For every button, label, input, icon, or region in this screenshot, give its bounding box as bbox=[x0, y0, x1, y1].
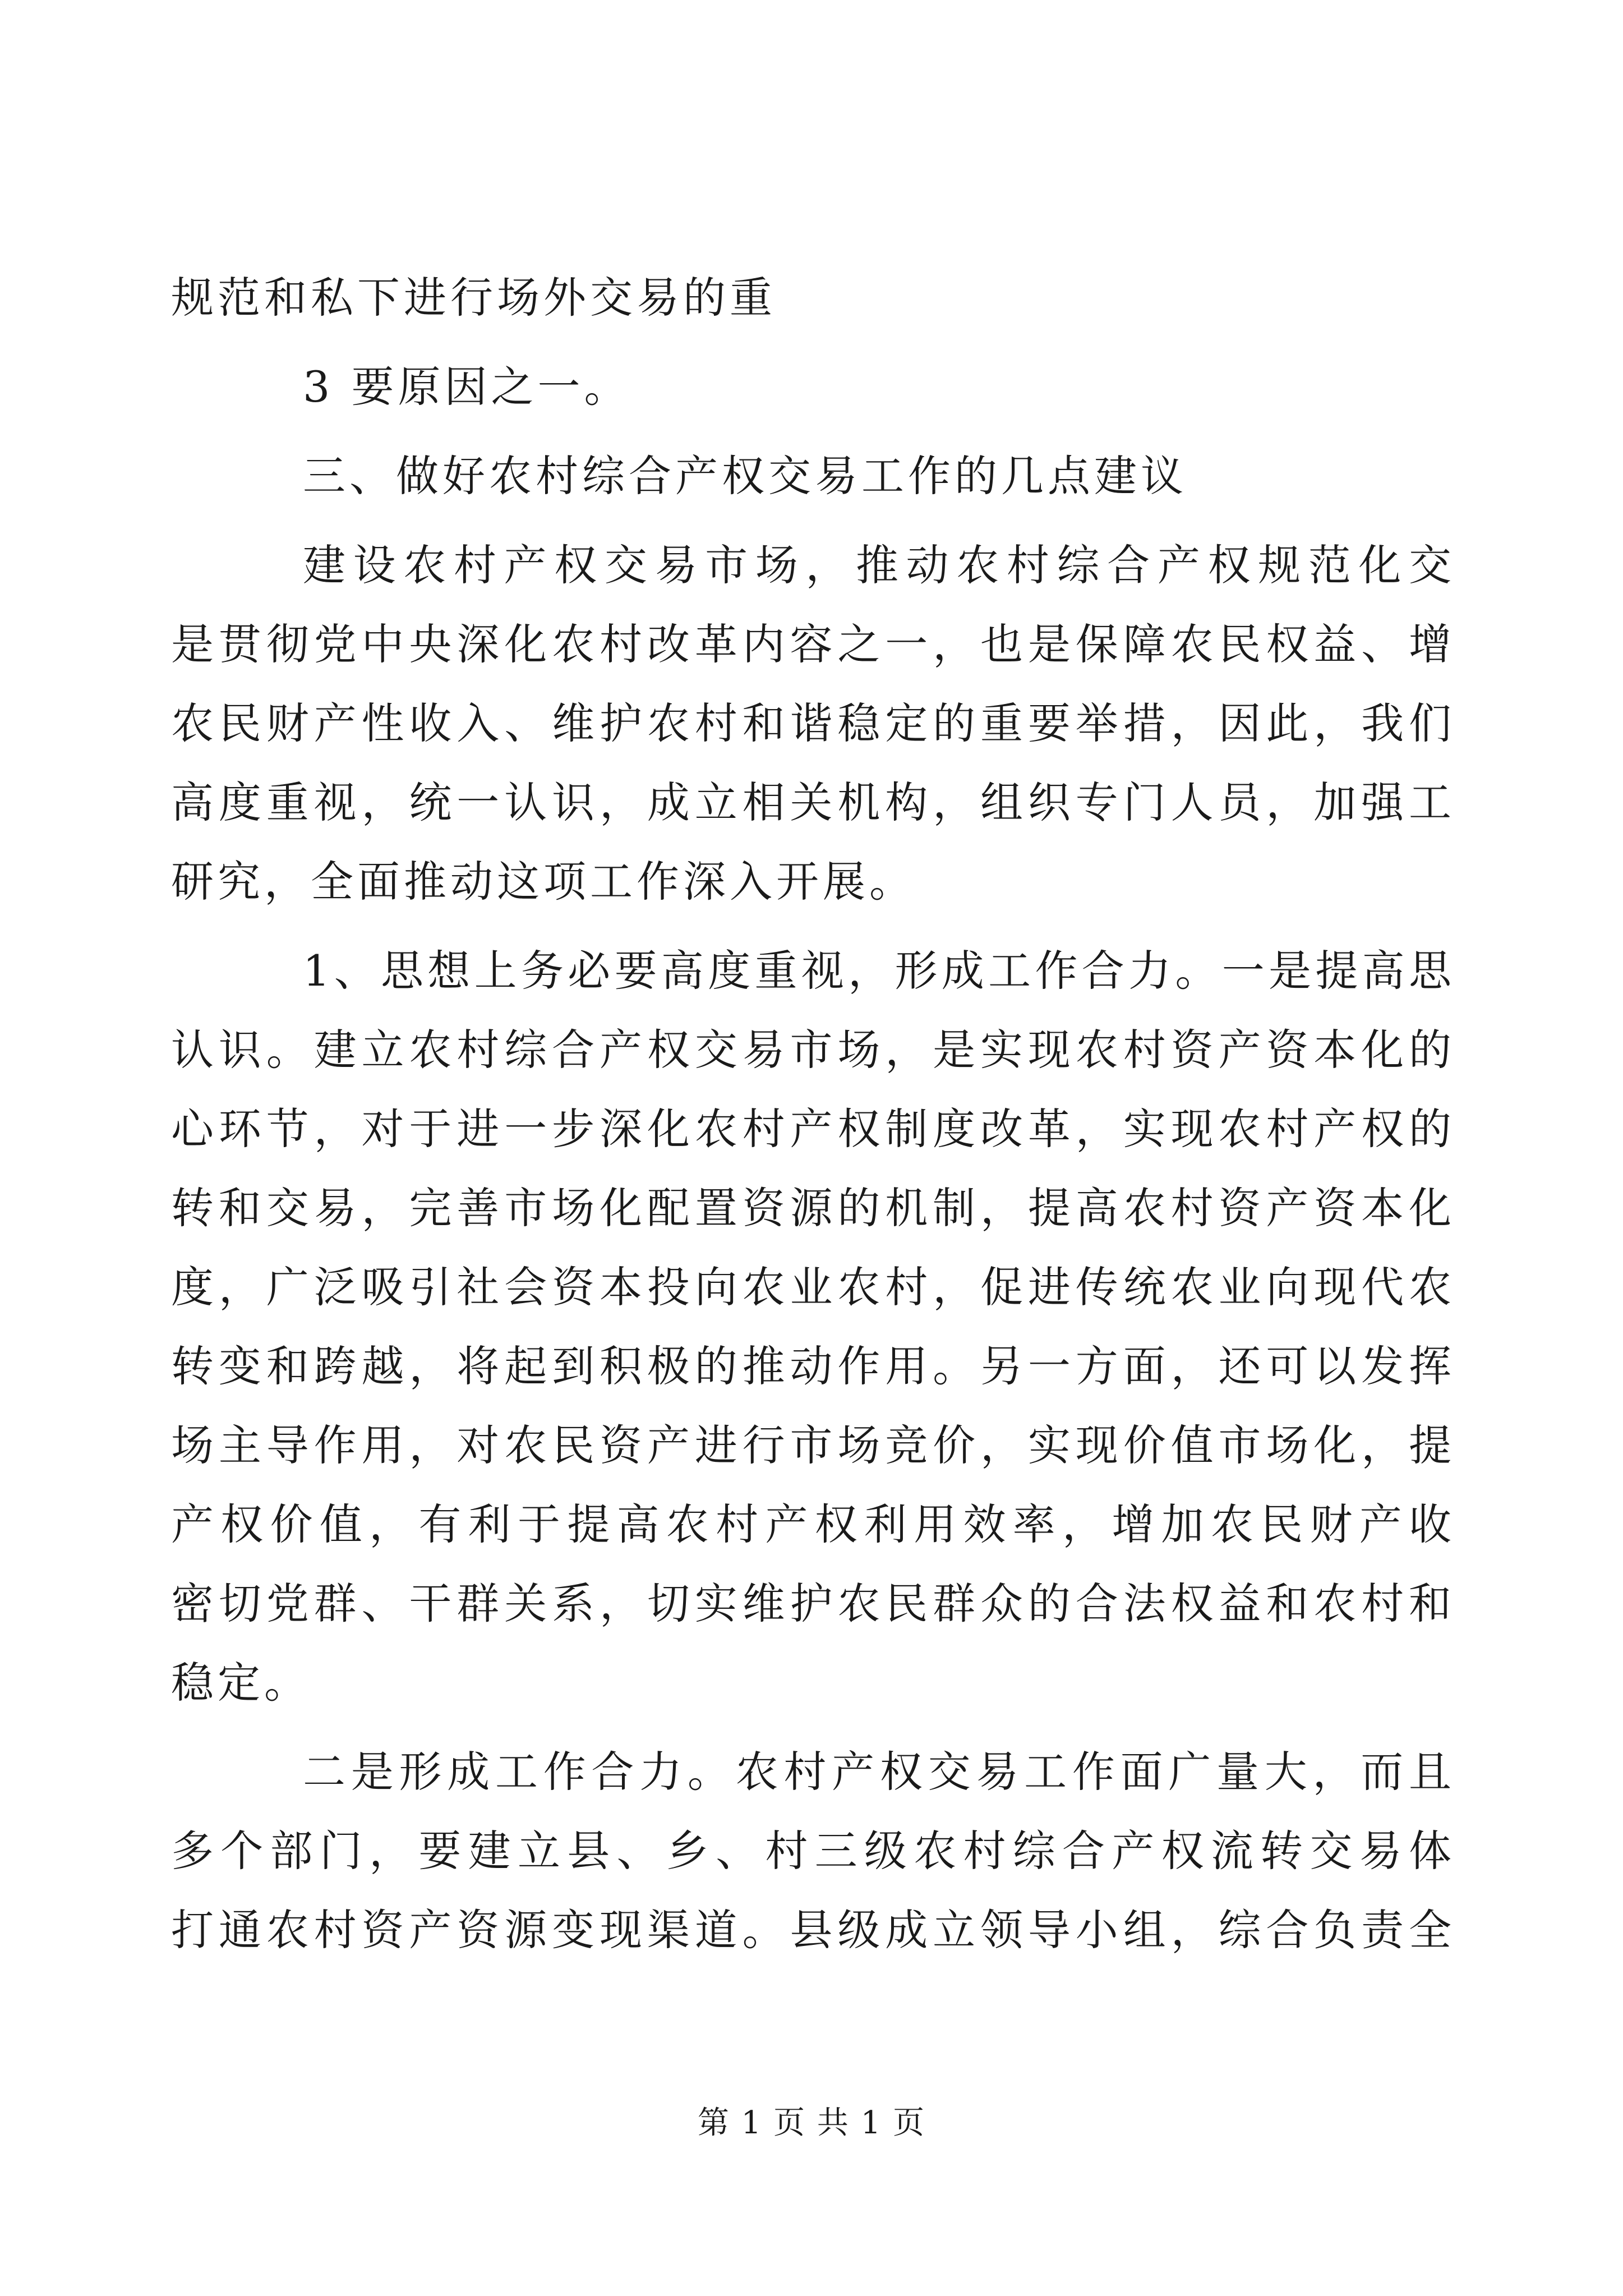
text-line: 1、思想上务必要高度重视，形成工作合力。一是提高思 bbox=[303, 946, 1455, 996]
text-line: 转变和跨越，将起到积极的推动作用。另一方面，还可以发挥 bbox=[171, 1341, 1455, 1391]
text-line: 3 要原因之一。 bbox=[303, 362, 631, 412]
page-number-footer: 第 1 页 共 1 页 bbox=[697, 2105, 926, 2141]
text-line: 度，广泛吸引社会资本投向农业农村，促进传统农业向现代农 bbox=[171, 1262, 1455, 1312]
text-line: 研究，全面推动这项工作深入开展。 bbox=[171, 857, 916, 907]
section-heading: 三、做好农村综合产权交易工作的几点建议 bbox=[303, 451, 1187, 501]
text-line: 高度重视，统一认识，成立相关机构，组织专门人员，加强工 bbox=[171, 777, 1455, 827]
text-line: 农民财产性收入、维护农村和谐稳定的重要举措，因此，我们 bbox=[171, 698, 1455, 748]
text-line: 产权价值，有利于提高农村产权利用效率，增加农民财产收 bbox=[171, 1499, 1455, 1549]
text-line: 心环节，对于进一步深化农村产权制度改革，实现农村产权的 bbox=[171, 1104, 1455, 1154]
text-line: 多个部门，要建立县、乡、村三级农村综合产权流转交易体 bbox=[171, 1826, 1455, 1876]
text-line: 是贯彻党中央深化农村改革内容之一，也是保障农民权益、增 bbox=[171, 619, 1455, 669]
text-line: 打通农村资产资源变现渠道。县级成立领导小组，综合负责全 bbox=[171, 1905, 1455, 1955]
text-line: 建设农村产权交易市场，推动农村综合产权规范化交 bbox=[303, 540, 1455, 590]
text-line: 规范和私下进行场外交易的重 bbox=[171, 273, 776, 323]
document-body bbox=[171, 258, 1455, 1970]
text-line: 认识。建立农村综合产权交易市场，是实现农村资产资本化的 bbox=[171, 1025, 1455, 1075]
text-line: 密切党群、干群关系，切实维护农民群众的合法权益和农村和 bbox=[171, 1579, 1455, 1628]
text-line: 转和交易，完善市场化配置资源的机制，提高农村资产资本化 bbox=[171, 1183, 1455, 1233]
text-line: 场主导作用，对农民资产进行市场竞价，实现价值市场化，提 bbox=[171, 1420, 1455, 1470]
text-line: 二是形成工作合力。农村产权交易工作面广量大，而且 bbox=[303, 1747, 1455, 1797]
text-line: 稳定。 bbox=[171, 1658, 311, 1708]
